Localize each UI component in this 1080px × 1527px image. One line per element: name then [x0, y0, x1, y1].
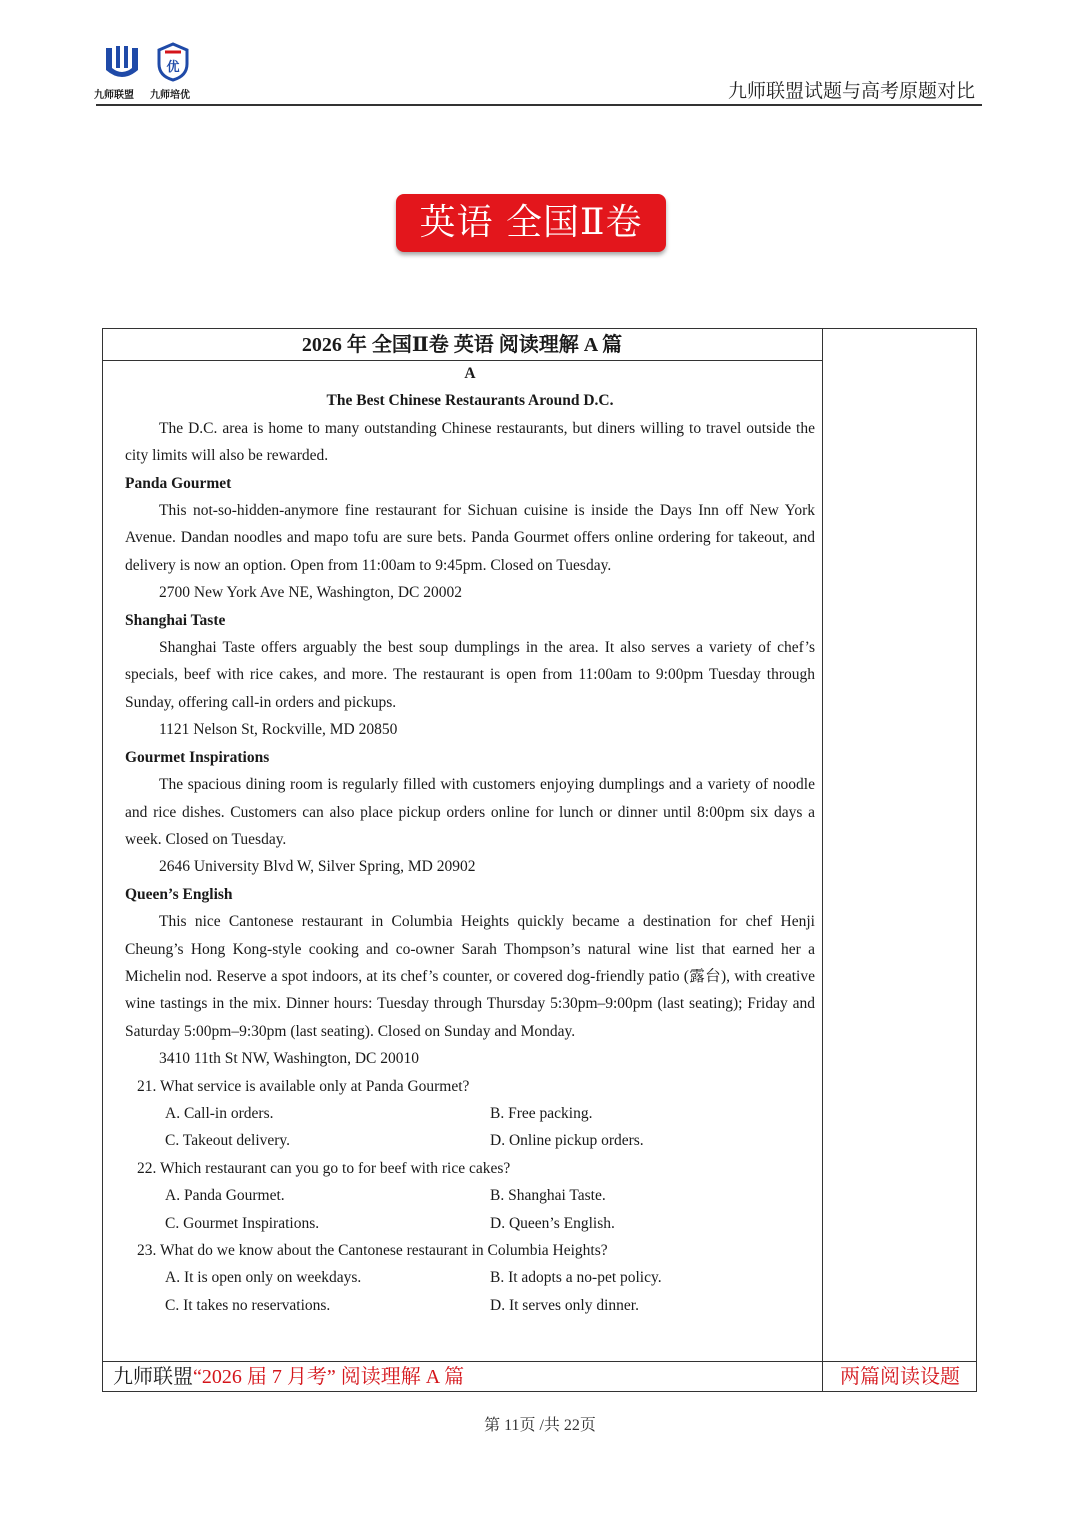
passage-letter: A: [464, 365, 476, 382]
restaurant-address: 3410 11th St NW, Washington, DC 20010: [159, 1050, 419, 1068]
table-title: 2026 年 全国Ⅱ卷 英语 阅读理解 A 篇: [301, 334, 623, 356]
question: 22. Which restaurant can you go to for beef with rice cakes?: [137, 1159, 511, 1177]
option: D. Online pickup orders.: [490, 1132, 644, 1150]
restaurant-description: This nice Cantonese restaurant in Columbia Heights quickly became a destination for chef Henji Cheung’s Hong Kong-style cooking and co-owner Sarah Thompson’s natural wine list that earned her a Michelin nod. Reserve a spot indoors, at its chef’s counter, or covered dog-friendly patio (露台), with creative wine tastings in the mix. Dinner hours: Tuesday through Thursday 5:30pm–9:00pm (last seating); Friday and Saturday 5:00pm–9:30pm (last seating). Closed on Sunday and Monday.: [125, 913, 815, 1040]
restaurant-name: Queen’s English: [125, 885, 233, 903]
table-column-divider: [822, 328, 823, 1392]
jiushi-lianmeng-logo-icon: [102, 42, 142, 82]
table-footer-note: 两篇阅读设题: [840, 1366, 960, 1388]
subject-banner: 英语 全国Ⅱ卷: [396, 194, 666, 252]
restaurant-description: This not-so-hidden-anymore fine restaurant for Sichuan cuisine is inside the Days Inn off New York Avenue. Dandan noodles and mapo tofu are sure bets. Panda Gourmet offers online ordering for takeout, and delivery is now an option. Open from 11:00am to 9:45pm. Closed on Tuesday.: [125, 502, 815, 574]
options-row: [125, 1127, 815, 1154]
options-row: [125, 1100, 815, 1127]
options-row: [125, 1182, 815, 1209]
restaurant-name: Panda Gourmet: [125, 474, 232, 492]
passage-intro: The D.C. area is home to many outstanding Chinese restaurants, but diners willing to travel outside the city limits will also be rewarded.: [125, 419, 815, 465]
options-row: [125, 1292, 815, 1319]
restaurant-address: 2700 New York Ave NE, Washington, DC 20002: [159, 584, 463, 602]
restaurant-address: 2646 University Blvd W, Silver Spring, MD 20902: [159, 858, 476, 876]
svg-text:优: 优: [166, 60, 180, 75]
passage-title: The Best Chinese Restaurants Around D.C.: [326, 392, 614, 410]
option: C. It takes no reservations.: [165, 1296, 331, 1314]
logo: [94, 42, 204, 104]
jiushi-peiyou-logo-icon: [156, 42, 190, 82]
restaurant-name: Gourmet Inspirations: [125, 748, 270, 766]
option: B. It adopts a no-pet policy.: [490, 1269, 662, 1287]
page-number: 第 11页 /共 22页: [484, 1417, 596, 1434]
restaurant-address: 1121 Nelson St, Rockville, MD 20850: [159, 721, 398, 739]
table-footer-label: [113, 1363, 464, 1391]
footer-brand: 九师联盟: [113, 1366, 193, 1388]
option: D. Queen’s English.: [490, 1214, 615, 1232]
restaurant-description: The spacious dining room is regularly filled with customers enjoying dumplings and a variety of noodle and rice dishes. Customers can also place pickup orders online for lunch or dinner until 8:00pm six days a week. Closed on Tuesday.: [125, 776, 815, 848]
options-row: [125, 1210, 815, 1237]
question: 23. What do we know about the Cantonese restaurant in Columbia Heights?: [137, 1242, 608, 1259]
option: C. Gourmet Inspirations.: [165, 1214, 320, 1232]
header-title: 九师联盟试题与高考原题对比: [727, 80, 975, 102]
logo-left-caption: 九师联盟: [94, 90, 134, 101]
passage-content: [125, 360, 815, 1319]
option: B. Shanghai Taste.: [490, 1187, 606, 1205]
header-divider: [96, 104, 982, 106]
logo-right-caption: 九师培优: [150, 90, 190, 101]
option: C. Takeout delivery.: [165, 1132, 291, 1150]
restaurant-name: Shanghai Taste: [125, 611, 226, 629]
option: D. It serves only dinner.: [490, 1296, 639, 1314]
footer-exam-label: “2026 届 7 月考” 阅读理解 A 篇: [193, 1366, 465, 1388]
restaurant-description: Shanghai Taste offers arguably the best soup dumplings in the area. It also serves a variety of chef’s specials, beef with rice cakes, and more. The restaurant is open from 11:00am to 9:00pm Tuesday through Sunday, offering call-in orders and pickups.: [125, 639, 815, 711]
question: 21. What service is available only at Panda Gourmet?: [137, 1077, 470, 1095]
option: A. Panda Gourmet.: [165, 1187, 285, 1205]
options-row: [125, 1264, 815, 1291]
table-footer-divider: [102, 1361, 977, 1362]
option: A. It is open only on weekdays.: [165, 1269, 362, 1287]
option: A. Call-in orders.: [165, 1104, 274, 1122]
option: B. Free packing.: [490, 1104, 593, 1122]
